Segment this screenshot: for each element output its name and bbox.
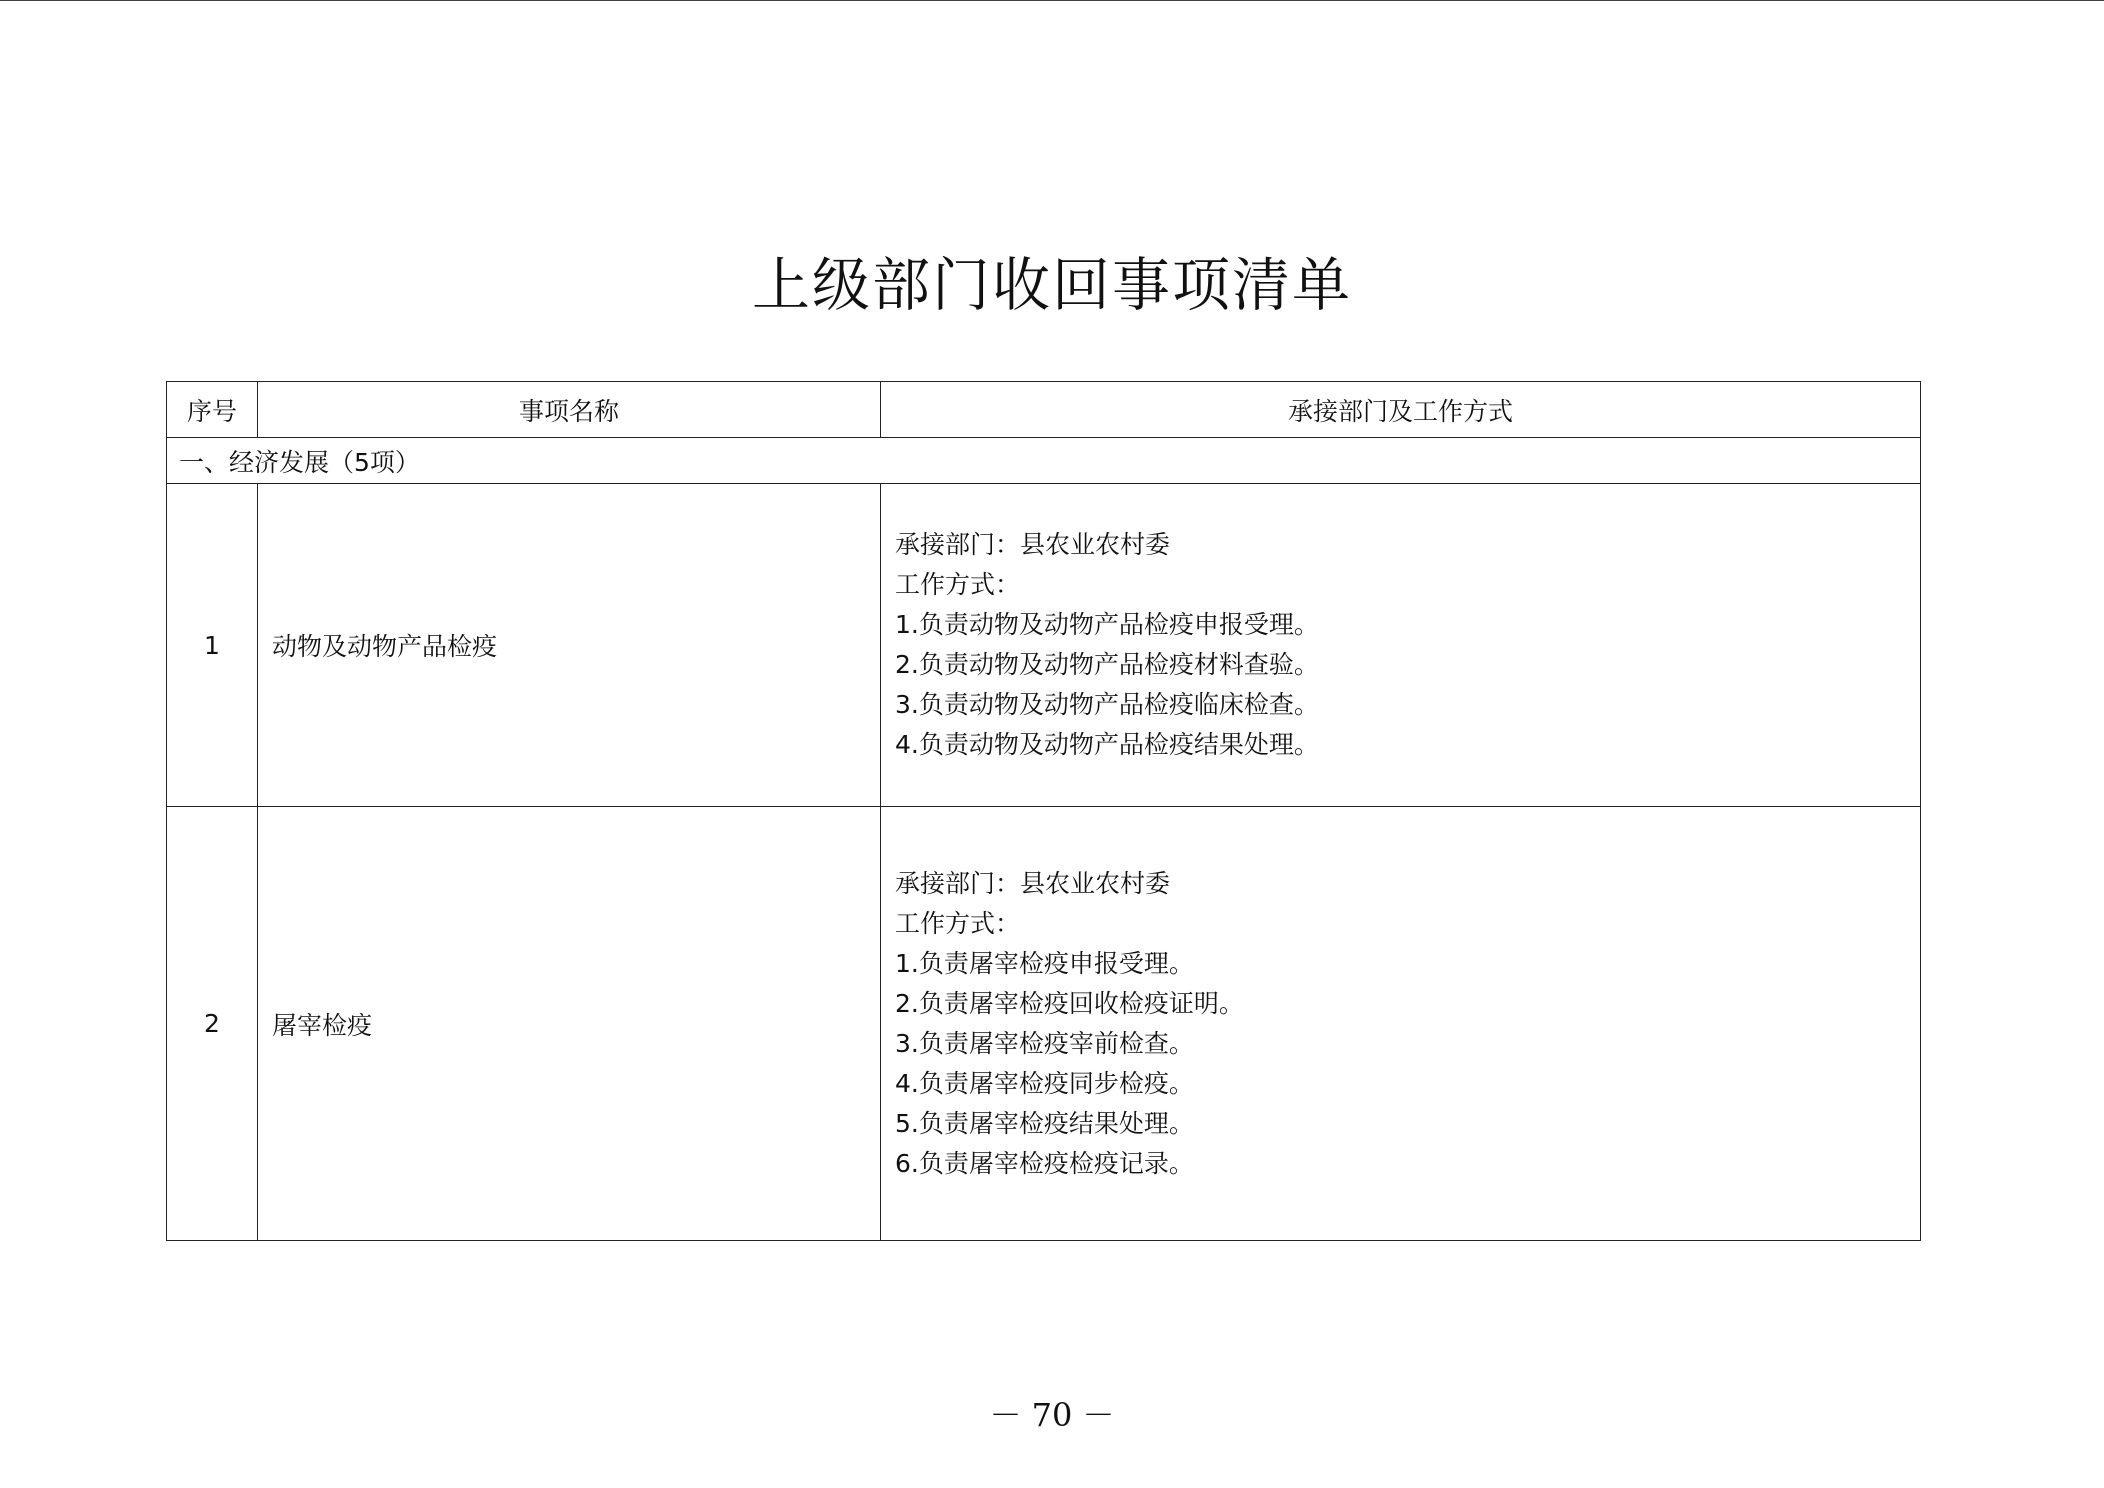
dept-line: 1.负责屠宰检疫申报受理。 [895,948,1194,978]
dept-line: 工作方式： [895,570,1021,599]
dept-line: 6.负责屠宰检疫检疫记录。 [895,1148,1194,1178]
dept-line: 4.负责动物及动物产品检疫结果处理。 [895,730,1319,759]
dept-line: 1.负责动物及动物产品检疫申报受理。 [895,610,1319,639]
dept-line: 4.负责屠宰检疫同步检疫。 [895,1068,1194,1098]
dept-line: 承接部门：县农业农村委 [895,530,1171,559]
dept-line: 3.负责动物及动物产品检疫临床检查。 [895,690,1319,719]
dept-line: 5.负责屠宰检疫结果处理。 [895,1108,1194,1138]
header-item-name: 事项名称 [258,382,881,438]
page-title: 上级部门收回事项清单 [751,251,1352,319]
row-serial-no: 2 [167,807,258,1241]
row-item-name: 动物及动物产品检疫 [258,484,881,807]
table-row [167,484,1921,807]
table-row [167,807,1921,1241]
row-dept-method [881,484,1921,807]
dept-line: 2.负责动物及动物产品检疫材料查验。 [895,650,1319,679]
items-table [166,381,1921,1241]
row-dept-method [881,807,1921,1241]
dept-line: 2.负责屠宰检疫回收检疫证明。 [895,988,1244,1018]
header-dept-method: 承接部门及工作方式 [881,382,1921,438]
dept-line: 承接部门：县农业农村委 [895,868,1171,898]
top-border-line [0,0,2104,1]
row-item-name: 屠宰检疫 [258,807,881,1241]
dept-line: 工作方式： [895,908,1021,938]
section-heading: 一、经济发展（5项） [167,438,1921,484]
dept-line: 3.负责屠宰检疫宰前检查。 [895,1028,1194,1058]
section-row [167,438,1921,484]
row-serial-no: 1 [167,484,258,807]
header-serial-no: 序号 [167,382,258,438]
page-number: － 70 － [989,1396,1115,1434]
table-header-row [167,382,1921,438]
